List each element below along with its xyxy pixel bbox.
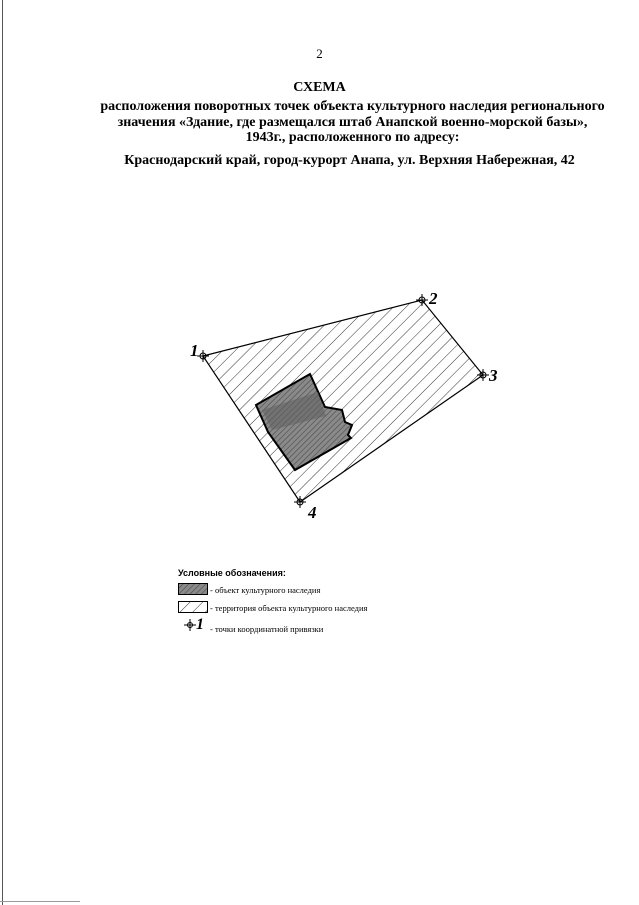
legend-title: Условные обозначения: [178,568,286,578]
document-title: СХЕМА [293,80,346,95]
document-subtitle: расположения поворотных точек объекта культурного наследия регионального значения «Здание, где размещался штаб Анапской военно-морской базы», 1943г., расположенного по адресу: [100,99,605,145]
point-3-label: 3 [489,366,498,385]
legend-item-label: - территория объекта культурного наследия [210,603,368,613]
legend-item-label: - объект культурного наследия [210,585,321,595]
diagonal-hatch-swatch-icon [178,601,208,613]
point-1-label: 1 [190,341,199,360]
document-address: Краснодарский край, город-курорт Анапа, ул. Верхняя Набережная, 42 [124,153,575,168]
legend-item-label: - точки координатной привязки [210,624,324,634]
legend-point-number: 1 [196,616,204,633]
point-2-label: 2 [429,289,438,308]
heritage-territory-polygon [203,300,483,502]
cross-point-icon [184,619,196,631]
point-4-label: 4 [308,503,317,522]
page-number: 2 [316,46,323,61]
hatched-gray-swatch-icon [178,583,208,595]
